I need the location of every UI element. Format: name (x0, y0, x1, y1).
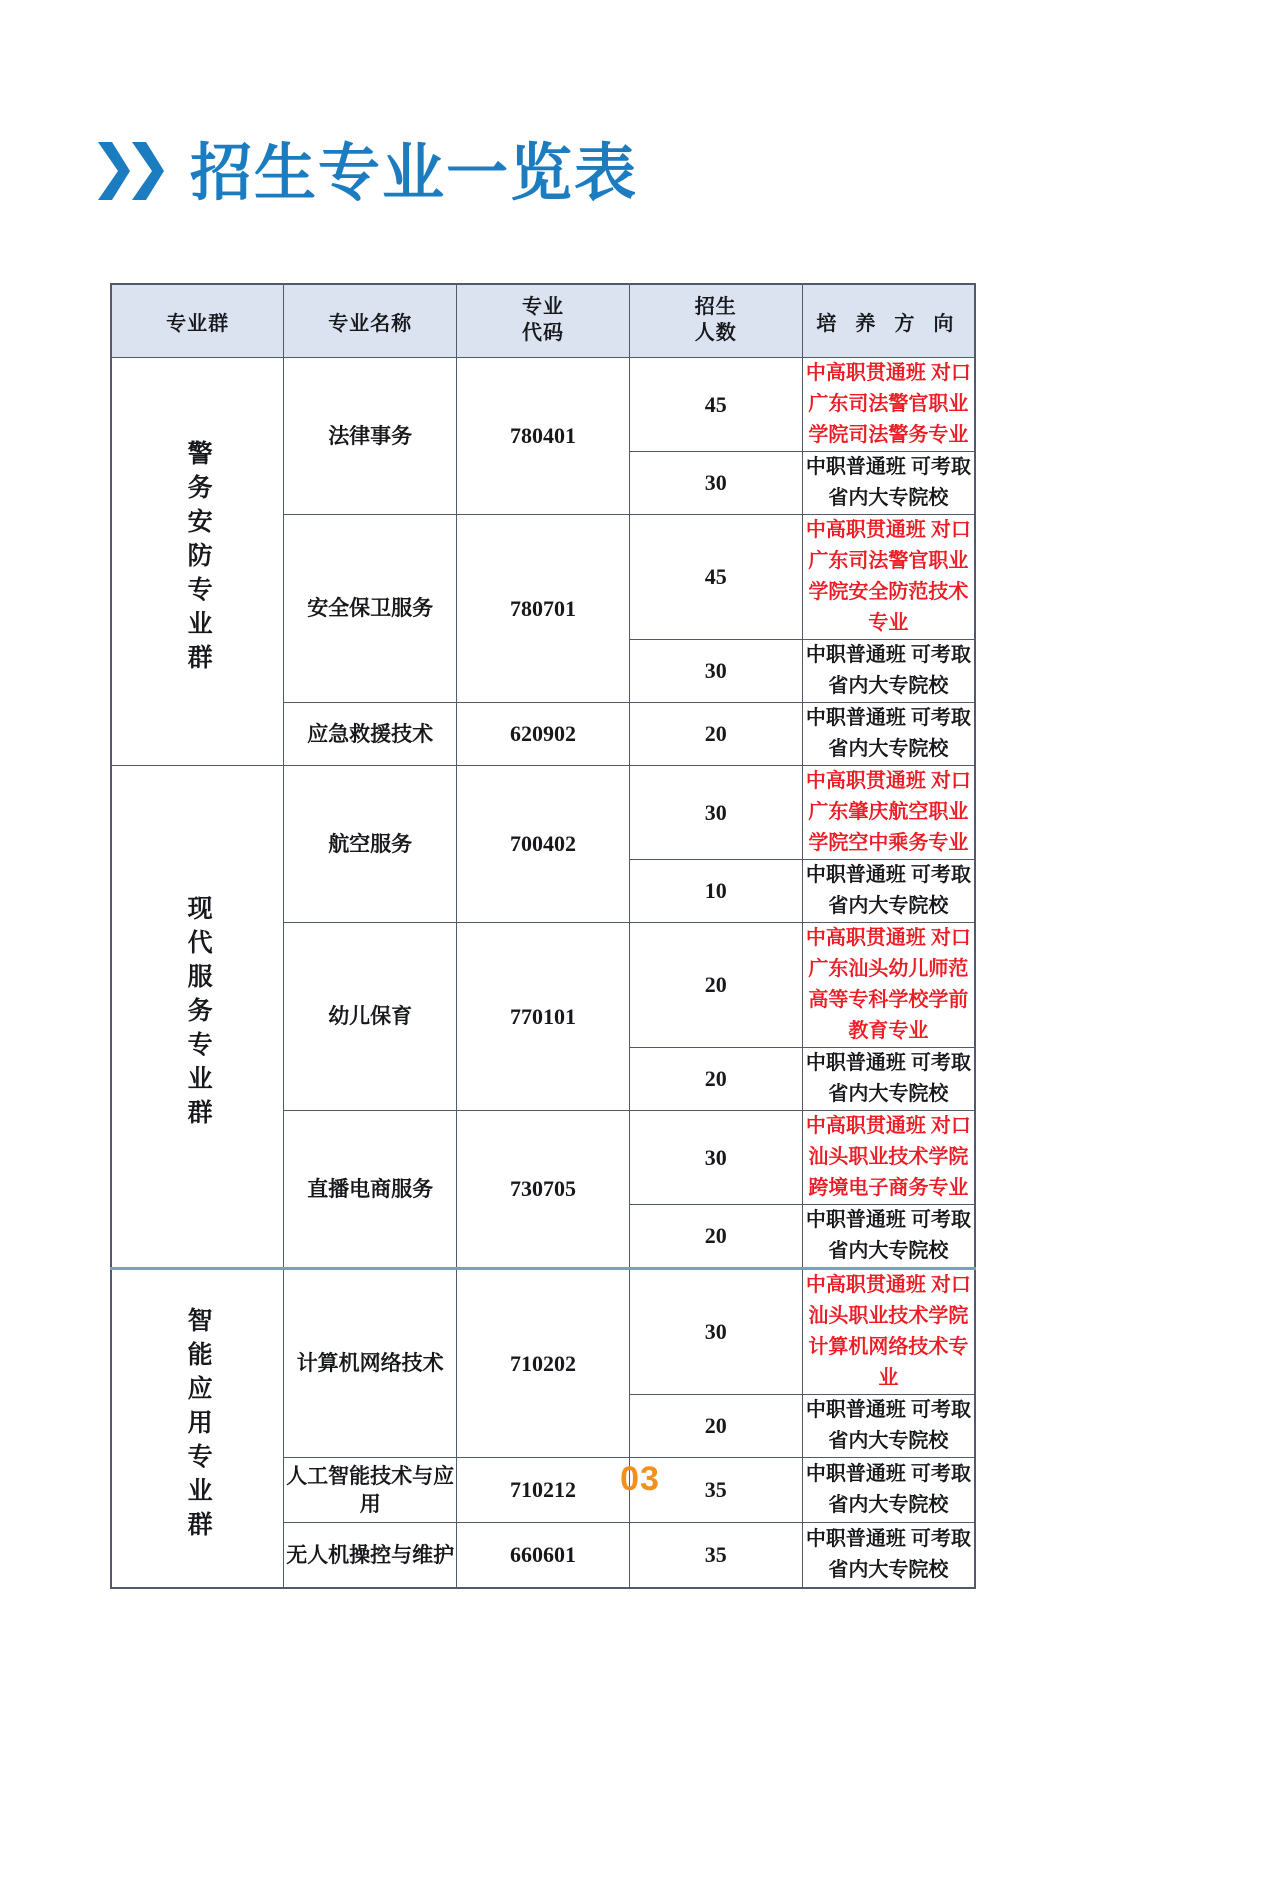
major-code: 780701 (457, 515, 630, 703)
page-title: 招生专业一览表 (190, 140, 639, 208)
major-count: 10 (629, 860, 802, 923)
major-code: 770101 (457, 923, 630, 1111)
table-row (111, 1269, 975, 1395)
major-name: 人工智能技术与应用 (284, 1458, 457, 1523)
major-name: 航空服务 (284, 766, 457, 923)
major-count: 20 (629, 1395, 802, 1458)
table-body (111, 358, 975, 1589)
major-count: 30 (629, 1269, 802, 1395)
major-code: 700402 (457, 766, 630, 923)
major-name: 直播电商服务 (284, 1111, 457, 1269)
column-header-code (457, 284, 630, 358)
table-header-row (111, 284, 975, 358)
column-header-group: 专业群 (111, 284, 284, 358)
major-direction: 中职普通班 可考取省内大专院校 (802, 860, 975, 923)
major-code: 710212 (457, 1458, 630, 1523)
major-name: 法律事务 (284, 358, 457, 515)
group-cell-0 (111, 358, 284, 766)
group-cell-1 (111, 766, 284, 1269)
table-header (111, 284, 975, 358)
column-header-count-line1: 招生 (694, 296, 737, 319)
majors-table (110, 283, 976, 1589)
major-count: 35 (629, 1523, 802, 1589)
major-direction: 中职普通班 可考取省内大专院校 (802, 1205, 975, 1269)
major-direction: 中职普通班 可考取省内大专院校 (802, 703, 975, 766)
major-direction: 中高职贯通班 对口广东司法警官职业学院安全防范技术专业 (802, 515, 975, 640)
major-direction: 中高职贯通班 对口汕头职业技术学院计算机网络技术专业 (802, 1269, 975, 1395)
column-header-count (629, 284, 802, 358)
major-name: 安全保卫服务 (284, 515, 457, 703)
major-name: 计算机网络技术 (284, 1269, 457, 1458)
major-direction: 中职普通班 可考取省内大专院校 (802, 452, 975, 515)
page-header (96, 140, 638, 208)
major-direction: 中高职贯通班 对口广东司法警官职业学院司法警务专业 (802, 358, 975, 452)
major-direction: 中高职贯通班 对口汕头职业技术学院跨境电子商务专业 (802, 1111, 975, 1205)
major-direction: 中职普通班 可考取省内大专院校 (802, 640, 975, 703)
group-cell-2 (111, 1269, 284, 1589)
major-count: 30 (629, 766, 802, 860)
column-header-count-line2: 人数 (694, 322, 737, 344)
major-name: 应急救援技术 (284, 703, 457, 766)
major-name: 无人机操控与维护 (284, 1523, 457, 1589)
major-code: 730705 (457, 1111, 630, 1269)
major-direction: 中高职贯通班 对口广东汕头幼儿师范高等专科学校学前教育专业 (802, 923, 975, 1048)
major-count: 45 (629, 515, 802, 640)
major-count: 30 (629, 1111, 802, 1205)
major-count: 20 (629, 1048, 802, 1111)
major-code: 710202 (457, 1269, 630, 1458)
column-header-name: 专业名称 (284, 284, 457, 358)
major-direction: 中职普通班 可考取省内大专院校 (802, 1395, 975, 1458)
group-label: 智能应用专业群 (184, 1307, 212, 1545)
column-header-code-line1: 专业 (521, 296, 564, 319)
major-name: 幼儿保育 (284, 923, 457, 1111)
column-header-direction: 培 养 方 向 (802, 284, 975, 358)
group-label: 现代服务专业群 (184, 895, 212, 1133)
page-number: 03 (620, 1460, 660, 1498)
major-direction: 中职普通班 可考取省内大专院校 (802, 1458, 975, 1523)
major-count: 20 (629, 1205, 802, 1269)
major-count: 20 (629, 923, 802, 1048)
major-code: 660601 (457, 1523, 630, 1589)
major-count: 30 (629, 640, 802, 703)
major-code: 620902 (457, 703, 630, 766)
double-chevron-right-icon (96, 140, 164, 202)
major-direction: 中职普通班 可考取省内大专院校 (802, 1523, 975, 1589)
table-row (111, 358, 975, 452)
major-count: 45 (629, 358, 802, 452)
major-count: 20 (629, 703, 802, 766)
major-code: 780401 (457, 358, 630, 515)
major-count: 30 (629, 452, 802, 515)
table-row (111, 766, 975, 860)
major-direction: 中职普通班 可考取省内大专院校 (802, 1048, 975, 1111)
major-direction: 中高职贯通班 对口广东肇庆航空职业学院空中乘务专业 (802, 766, 975, 860)
major-count: 35 (629, 1458, 802, 1523)
column-header-code-line2: 代码 (521, 322, 564, 344)
majors-table-container (110, 283, 976, 1589)
group-label: 警务安防专业群 (184, 440, 212, 678)
